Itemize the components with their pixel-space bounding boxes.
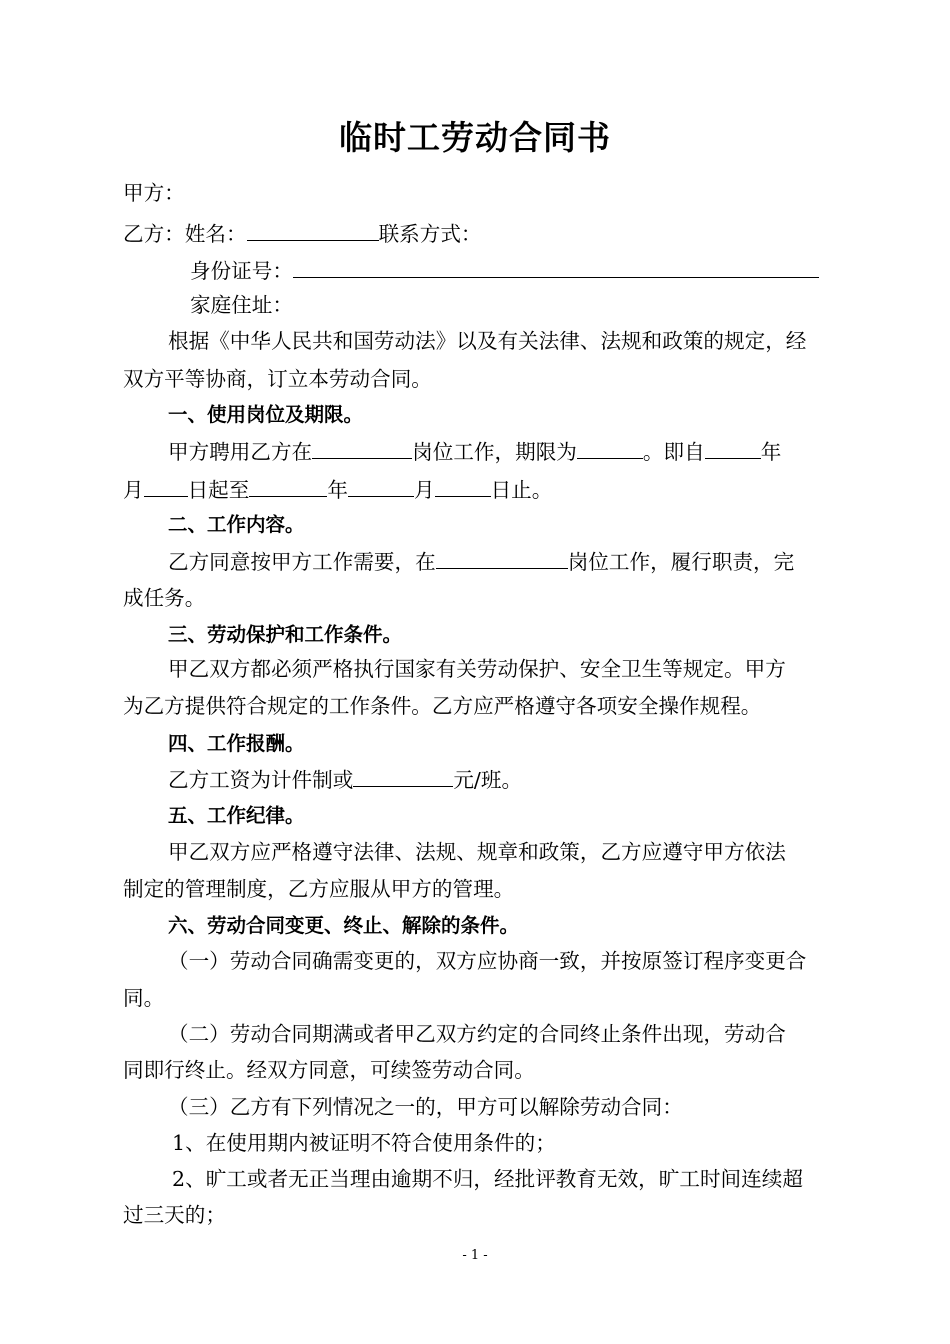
end-month-blank[interactable] — [348, 476, 414, 497]
document-title: 临时工劳动合同书 — [339, 118, 611, 157]
section-6-p3: （三）乙方有下列情况之一的，甲方可以解除劳动合同： — [168, 1095, 683, 1119]
section-6-item-2-line-1: 2、旷工或者无正当理由逾期不归，经批评教育无效，旷工时间连续超 — [172, 1167, 803, 1191]
section-6-heading: 六、劳动合同变更、终止、解除的条件。 — [168, 914, 520, 937]
section-2-heading: 二、工作内容。 — [168, 513, 305, 536]
page-number: - 1 - — [462, 1248, 488, 1263]
work-position-blank[interactable] — [436, 548, 568, 569]
section-1-line-1: 甲方聘用乙方在 岗位工作，期限为 。即自 年 — [168, 440, 782, 464]
section-6-item-2-line-2: 过三天的； — [123, 1203, 226, 1227]
id-number-line — [190, 257, 819, 283]
section-6-p1-line-1: （一）劳动合同确需变更的，双方应协商一致，并按原签订程序变更合 — [168, 949, 807, 973]
section-4-line-1: 乙方工资为计件制或 元/班。 — [168, 768, 523, 792]
id-number-blank[interactable] — [293, 257, 819, 278]
section-5-heading: 五、工作纪律。 — [168, 804, 305, 827]
address-line — [190, 292, 293, 318]
party-a-line — [123, 180, 185, 206]
section-5-line-2: 制定的管理制度，乙方应服从甲方的管理。 — [123, 877, 515, 901]
party-a-label: 甲方： — [123, 181, 185, 205]
address-label: 家庭住址： — [190, 293, 293, 317]
contact-label: 联系方式： — [378, 222, 482, 246]
section-3-heading: 三、劳动保护和工作条件。 — [168, 623, 403, 646]
section-2-line-2: 成任务。 — [123, 586, 206, 610]
section-6-item-1: 1、在使用期内被证明不符合使用条件的； — [172, 1131, 556, 1155]
name-blank[interactable] — [247, 220, 379, 241]
start-year-blank[interactable] — [705, 438, 761, 459]
section-4-heading: 四、工作报酬。 — [168, 732, 305, 755]
section-6-p1-line-2: 同。 — [123, 986, 165, 1010]
section-2-line-1: 乙方同意按甲方工作需要，在 岗位工作，履行职责，完 — [168, 550, 795, 574]
party-b-line — [123, 220, 482, 246]
section-1-line-2: 月 日起至 年 月 日止。 — [123, 478, 553, 502]
party-b-name-label: 乙方：姓名： — [123, 222, 247, 246]
end-year-blank[interactable] — [249, 476, 327, 497]
section-3-line-2: 为乙方提供符合规定的工作条件。乙方应严格遵守各项安全操作规程。 — [123, 694, 762, 718]
section-6-p2-line-2: 同即行终止。经双方同意，可续签劳动合同。 — [123, 1058, 535, 1082]
section-6-p2-line-1: （二）劳动合同期满或者甲乙双方约定的合同终止条件出现，劳动合 — [168, 1022, 786, 1046]
id-number-label: 身份证号： — [190, 259, 293, 283]
intro-line-1: 根据《中华人民共和国劳动法》以及有关法律、法规和政策的规定，经 — [168, 329, 807, 353]
position-blank[interactable] — [312, 438, 412, 459]
section-3-line-1: 甲乙双方都必须严格执行国家有关劳动保护、安全卫生等规定。甲方 — [168, 657, 786, 681]
wage-blank[interactable] — [353, 766, 453, 787]
section-1-heading: 一、使用岗位及期限。 — [168, 403, 364, 426]
end-day-blank[interactable] — [435, 476, 491, 497]
section-5-line-1: 甲乙双方应严格遵守法律、法规、规章和政策，乙方应遵守甲方依法 — [168, 840, 786, 864]
intro-line-2: 双方平等协商，订立本劳动合同。 — [123, 367, 432, 391]
start-month-blank[interactable] — [144, 476, 188, 497]
term-blank[interactable] — [577, 438, 643, 459]
